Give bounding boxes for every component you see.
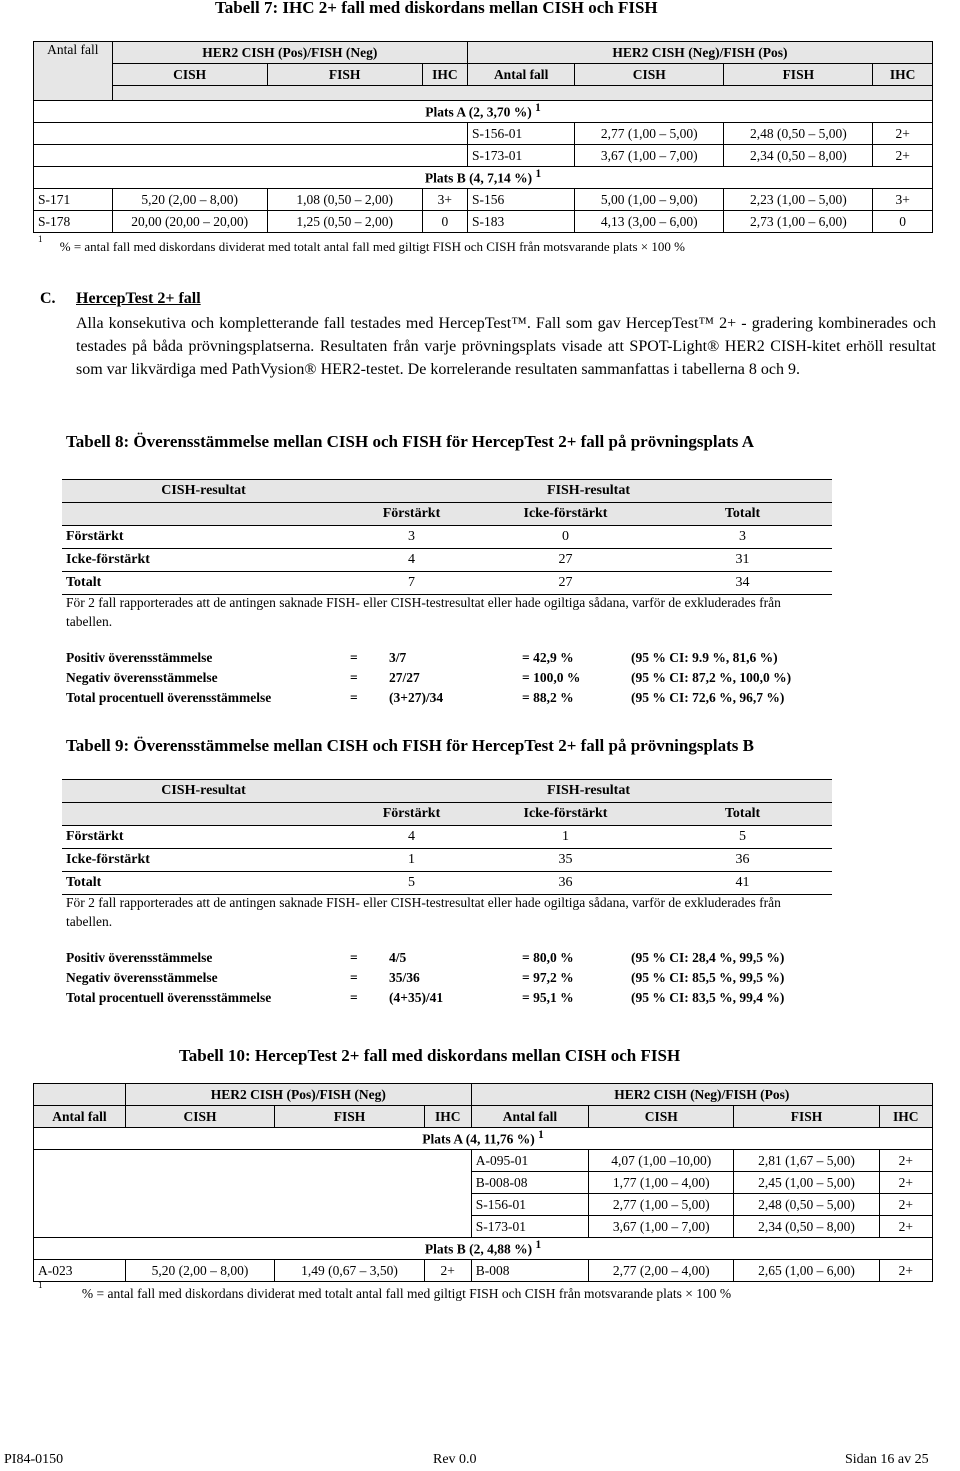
t7-header-antal-fall: Antal fall [34, 42, 113, 101]
stat-percent: = 42,9 % [522, 650, 574, 665]
table-cell: 4 [345, 549, 478, 572]
t10-header-ihc: IHC [424, 1106, 471, 1128]
table-cell: 2,45 (1,00 – 5,00) [734, 1172, 879, 1194]
table-cell: 2,77 (1,00 – 5,00) [575, 123, 724, 145]
table-cell: A-023 [34, 1260, 126, 1282]
table-row [34, 211, 933, 233]
table-cell: 2+ [879, 1150, 932, 1172]
table-row [34, 1216, 933, 1238]
table-7 [33, 41, 933, 233]
table-cell: 5 [345, 872, 478, 895]
stat-percent: = 88,2 % [522, 690, 574, 705]
table-cell: S-183 [467, 211, 574, 233]
table-cell: 35 [478, 849, 653, 872]
table-cell: 20,00 (20,00 – 20,00) [112, 211, 267, 233]
table-10 [33, 1083, 933, 1282]
table-cell: 27 [478, 549, 653, 572]
table-cell: 2+ [879, 1216, 932, 1238]
t7-footnote: $^1$ % = antal fall med diskordans dividerat med totalt antal fall med giltigt FISH och CISH från motsvarande plats × 100 % [38, 234, 685, 255]
stat-fraction: 3/7 [389, 650, 407, 665]
stat-percent: = 95,1 % [522, 990, 574, 1005]
table-cell: 2+ [873, 123, 933, 145]
table-cell: B-008-08 [471, 1172, 588, 1194]
stat-fraction: (4+35)/41 [389, 990, 444, 1005]
table-8 [62, 479, 832, 595]
table-cell: 3+ [873, 189, 933, 211]
stat-label: Negativ överensstämmelse [66, 970, 218, 985]
table-cell: 5 [653, 826, 832, 849]
table-cell: 0 [422, 211, 467, 233]
stat-fraction: 4/5 [389, 950, 407, 965]
table-row [62, 526, 832, 549]
table-cell: Icke-förstärkt [62, 849, 345, 872]
t9-cish-header: CISH-resultat [62, 780, 345, 803]
table-cell: 41 [653, 872, 832, 895]
t7-header-fish-2: FISH [724, 64, 873, 86]
table-cell: 2+ [873, 145, 933, 167]
table-cell: 2,34 (0,50 – 8,00) [724, 145, 873, 167]
stat-label: Total procentuell överensstämmelse [66, 690, 272, 705]
stat-label: Positiv överensstämmelse [66, 950, 213, 965]
t7-header-cish-2: CISH [575, 64, 724, 86]
table-cell: 0 [478, 526, 653, 549]
t7-header-antal-fall-2: Antal fall [467, 64, 574, 86]
stat-ci: (95 % CI: 28,4 %, 99,5 %) [631, 950, 785, 965]
table-cell: 4 [345, 826, 478, 849]
table-cell: Icke-förstärkt [62, 549, 345, 572]
table-row [62, 572, 832, 595]
table-cell: 3+ [422, 189, 467, 211]
footer-doc-id: PI84-0150 [4, 1452, 64, 1467]
table-cell: 7 [345, 572, 478, 595]
table-cell: 1,08 (0,50 – 2,00) [267, 189, 422, 211]
table-cell: 3 [345, 526, 478, 549]
table-cell: 2,77 (2,00 – 4,00) [589, 1260, 734, 1282]
stat-eq: = [350, 990, 358, 1005]
table-cell: 2,73 (1,00 – 6,00) [724, 211, 873, 233]
table-cell: 5,20 (2,00 – 8,00) [112, 189, 267, 211]
stat-eq: = [350, 970, 358, 985]
table-cell: 5,00 (1,00 – 9,00) [575, 189, 724, 211]
table-10-title: Tabell 10: HercepTest 2+ fall med diskordans mellan CISH och FISH [179, 1046, 681, 1065]
t10-group-cish-neg: HER2 CISH (Neg)/FISH (Pos) [471, 1084, 932, 1106]
stat-fraction: 27/27 [389, 670, 420, 685]
t10-footnote: $^1$ % = antal fall med diskordans dividerat med totalt antal fall med giltigt FISH och CISH från motsvarande plats × 100 % [38, 1280, 732, 1301]
t10-header-antal-fall-2: Antal fall [471, 1106, 588, 1128]
stat-ci: (95 % CI: 85,5 %, 99,5 %) [631, 970, 785, 985]
table-cell: S-178 [34, 211, 113, 233]
table-cell: Totalt [62, 872, 345, 895]
footer-rev: Rev 0.0 [433, 1452, 477, 1467]
t10-plats-b: Plats B (2, 4,88 %) $^1$ [34, 1238, 933, 1260]
table-row [34, 1260, 933, 1282]
table-cell: S-156-01 [471, 1194, 588, 1216]
stat-eq: = [350, 670, 358, 685]
stat-ci: (95 % CI: 83,5 %, 99,4 %) [631, 990, 785, 1005]
t9-col-icke: Icke-förstärkt [478, 803, 653, 826]
table-9-title: Tabell 9: Överensstämmelse mellan CISH och FISH för HercepTest 2+ fall på prövningsplats B [66, 736, 754, 755]
section-c-paragraph: Alla konsekutiva och kompletterande fall testades med HercepTest™. Fall som gav HercepTest™ 2+ - gradering kombinerades och testades på båda prövningsplatserna. Resultaten från varje prövningsplats visade att SPOT-Light® HER2 CISH-kitet erhöll resultat som var likvärdiga med PathVysion® HER2-testet. De korrelerande resultaten sammanfattas i tabellerna 8 och 9. [76, 315, 936, 378]
table-row [62, 826, 832, 849]
t8-col-icke: Icke-förstärkt [478, 503, 653, 526]
table-7-title: Tabell 7: IHC 2+ fall med diskordans mellan CISH och FISH [215, 0, 658, 17]
table-cell: 31 [653, 549, 832, 572]
table-cell: 2+ [424, 1260, 471, 1282]
table-cell: Förstärkt [62, 526, 345, 549]
t10-plats-a: Plats A (4, 11,76 %) $^1$ [34, 1128, 933, 1150]
t9-stats [66, 950, 866, 1014]
table-row [34, 1172, 933, 1194]
t10-header-cish: CISH [125, 1106, 274, 1128]
t8-col-totalt: Totalt [653, 503, 832, 526]
table-cell: 2+ [879, 1194, 932, 1216]
table-cell: 2,34 (0,50 – 8,00) [734, 1216, 879, 1238]
table-cell: Förstärkt [62, 826, 345, 849]
table-8-title: Tabell 8: Överensstämmelse mellan CISH och FISH för HercepTest 2+ fall på prövningsplats A [66, 432, 754, 451]
stat-percent: = 100,0 % [522, 670, 581, 685]
t7-group-cish-neg: HER2 CISH (Neg)/FISH (Pos) [467, 42, 932, 64]
section-c-letter: C. [40, 290, 56, 307]
stat-label: Negativ överensstämmelse [66, 670, 218, 685]
table-cell: 1,49 (0,67 – 3,50) [275, 1260, 424, 1282]
table-cell: 1 [478, 826, 653, 849]
table-cell: 1,25 (0,50 – 2,00) [267, 211, 422, 233]
table-cell: 2,77 (1,00 – 5,00) [589, 1194, 734, 1216]
stat-percent: = 97,2 % [522, 970, 574, 985]
table-cell: 2,81 (1,67 – 5,00) [734, 1150, 879, 1172]
stat-fraction: (3+27)/34 [389, 690, 444, 705]
table-cell: 34 [653, 572, 832, 595]
t7-header-ihc-2: IHC [873, 64, 933, 86]
t7-header-fish: FISH [267, 64, 422, 86]
table-cell: 0 [873, 211, 933, 233]
table-cell: B-008 [471, 1260, 588, 1282]
table-cell: S-173-01 [471, 1216, 588, 1238]
section-c-heading: HercepTest 2+ fall [76, 290, 201, 307]
stat-eq: = [350, 650, 358, 665]
t10-header-fish-2: FISH [734, 1106, 879, 1128]
table-9 [62, 779, 832, 895]
table-cell: 1,77 (1,00 – 4,00) [589, 1172, 734, 1194]
t7-group-cish-pos: HER2 CISH (Pos)/FISH (Neg) [112, 42, 467, 64]
table-cell: 2,48 (0,50 – 5,00) [734, 1194, 879, 1216]
t8-fish-header: FISH-resultat [345, 480, 832, 503]
stat-eq: = [350, 690, 358, 705]
table-cell: A-095-01 [471, 1150, 588, 1172]
t8-cish-header: CISH-resultat [62, 480, 345, 503]
t10-header-ihc-2: IHC [879, 1106, 932, 1128]
table-row [34, 145, 933, 167]
table-cell: 2,23 (1,00 – 5,00) [724, 189, 873, 211]
table-cell: 36 [653, 849, 832, 872]
table-row [62, 849, 832, 872]
table-cell: 3 [653, 526, 832, 549]
stat-eq: = [350, 950, 358, 965]
table-cell: 5,20 (2,00 – 8,00) [125, 1260, 274, 1282]
t8-col-forstarkt: Förstärkt [345, 503, 478, 526]
t10-header-cish-2: CISH [589, 1106, 734, 1128]
t9-col-forstarkt: Förstärkt [345, 803, 478, 826]
t10-group-cish-pos: HER2 CISH (Pos)/FISH (Neg) [125, 1084, 471, 1106]
t7-header-cish: CISH [112, 64, 267, 86]
table-cell: 4,07 (1,00 –10,00) [589, 1150, 734, 1172]
table-cell: 2+ [879, 1172, 932, 1194]
stat-label: Total procentuell överensstämmelse [66, 990, 272, 1005]
t9-fish-header: FISH-resultat [345, 780, 832, 803]
stat-ci: (95 % CI: 72,6 %, 96,7 %) [631, 690, 785, 705]
table-cell: 2+ [879, 1260, 932, 1282]
table-cell: 1 [345, 849, 478, 872]
table-cell: 2,48 (0,50 – 5,00) [724, 123, 873, 145]
table-cell: 3,67 (1,00 – 7,00) [589, 1216, 734, 1238]
table-cell: S-173-01 [467, 145, 574, 167]
table-cell: S-156 [467, 189, 574, 211]
table-cell: 2,65 (1,00 – 6,00) [734, 1260, 879, 1282]
table-row [34, 189, 933, 211]
table-cell: S-156-01 [467, 123, 574, 145]
table-cell: 3,67 (1,00 – 7,00) [575, 145, 724, 167]
t10-header-fish: FISH [275, 1106, 424, 1128]
t7-plats-b: Plats B (4, 7,14 %) $^1$ [34, 167, 933, 189]
t9-col-totalt: Totalt [653, 803, 832, 826]
table-cell: 36 [478, 872, 653, 895]
table-row [62, 549, 832, 572]
stat-percent: = 80,0 % [522, 950, 574, 965]
t8-note: För 2 fall rapporterades att de antingen saknade FISH- eller CISH-testresultat eller hade ogiltiga sådana, varför de exkluderades från tabellen. [66, 595, 781, 629]
table-row [62, 872, 832, 895]
table-row [34, 1194, 933, 1216]
t10-header-antal-fall: Antal fall [34, 1106, 126, 1128]
t7-plats-a: Plats A (2, 3,70 %) $^1$ [34, 101, 933, 123]
table-cell: S-171 [34, 189, 113, 211]
footer-page: Sidan 16 av 25 [845, 1452, 929, 1467]
stat-label: Positiv överensstämmelse [66, 650, 213, 665]
t8-stats [66, 650, 866, 714]
stat-ci: (95 % CI: 9.9 %, 81,6 %) [631, 650, 778, 665]
stat-fraction: 35/36 [389, 970, 420, 985]
table-cell: 4,13 (3,00 – 6,00) [575, 211, 724, 233]
table-row [34, 123, 933, 145]
stat-ci: (95 % CI: 87,2 %, 100,0 %) [631, 670, 792, 685]
table-cell: Totalt [62, 572, 345, 595]
t9-note: För 2 fall rapporterades att de antingen saknade FISH- eller CISH-testresultat eller hade ogiltiga sådana, varför de exkluderades från tabellen. [66, 895, 781, 929]
table-cell: 27 [478, 572, 653, 595]
table-row [34, 1150, 933, 1172]
t7-header-ihc: IHC [422, 64, 467, 86]
